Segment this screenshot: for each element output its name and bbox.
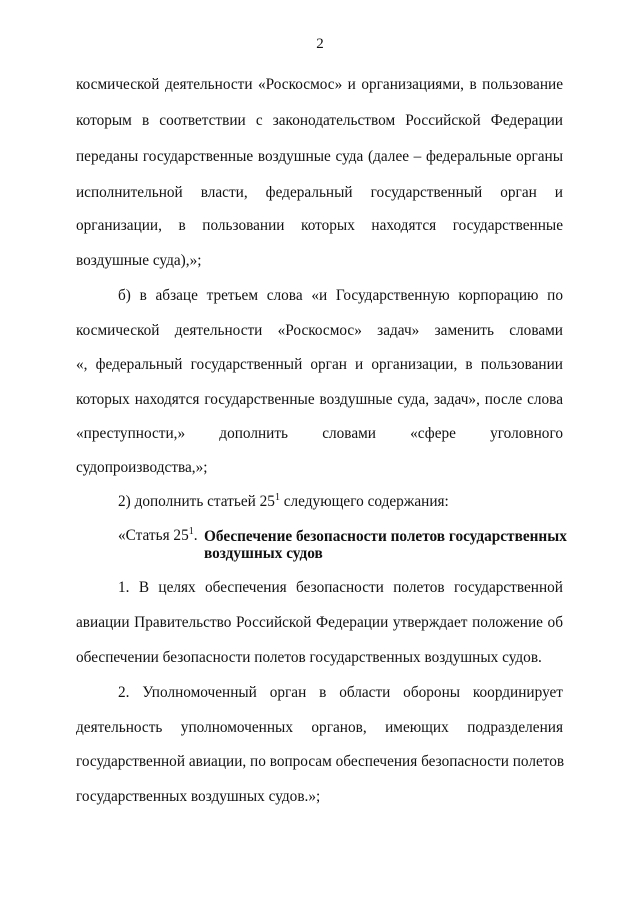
text-line: обеспечении безопасности полетов государственных воздушных судов. <box>76 649 542 666</box>
text-line: воздушные суда),»; <box>76 252 202 269</box>
text-line: 1. В целях обеспечения безопасности полетов государственной <box>118 579 563 596</box>
text-line: космической деятельности «Роскосмос» и организациями, в пользование <box>76 76 563 93</box>
article-heading-prefix <box>118 526 198 546</box>
text-fragment: . <box>193 527 198 544</box>
text-fragment: 2) дополнить статьей 25 <box>118 493 275 510</box>
text-line: 2. Уполномоченный орган в области обороны координирует <box>118 684 563 701</box>
text-line: космической деятельности «Роскосмос» задач» заменить словами <box>76 322 563 339</box>
text-line: государственной авиации, по вопросам обеспечения безопасности полетов <box>76 753 565 770</box>
text-line: которых находятся государственные воздушные суда, задач», после слова <box>76 391 563 408</box>
text-line: организации, в пользовании которых находятся государственные <box>76 217 563 234</box>
text-fragment: «Статья 25 <box>118 527 189 544</box>
text-line: авиации Правительство Российской Федерации утверждает положение об <box>76 614 563 631</box>
article-heading-title: Обеспечение безопасности полетов государственных <box>204 528 567 545</box>
page-number: 2 <box>316 36 324 52</box>
text-line: переданы государственные воздушные суда (далее – федеральные органы <box>76 148 563 165</box>
text-line: исполнительной власти, федеральный государственный орган и <box>76 184 563 201</box>
text-line: государственных воздушных судов.»; <box>76 788 321 805</box>
text-fragment: следующего содержания: <box>279 493 449 510</box>
text-line: «преступности,» дополнить словами «сфере уголовного <box>76 425 563 442</box>
text-line: которым в соответствии с законодательством Российской Федерации <box>76 112 563 129</box>
article-heading-title: воздушных судов <box>204 545 323 562</box>
text-line: б) в абзаце третьем слова «и Государственную корпорацию по <box>118 287 563 304</box>
text-line <box>118 492 563 512</box>
text-line: деятельность уполномоченных органов, имеющих подразделения <box>76 719 563 736</box>
superscript: 1 <box>274 491 280 503</box>
text-line: судопроизводства,»; <box>76 459 208 476</box>
text-line: «, федеральный государственный орган и организации, в пользовании <box>76 356 563 373</box>
superscript: 1 <box>188 525 194 537</box>
